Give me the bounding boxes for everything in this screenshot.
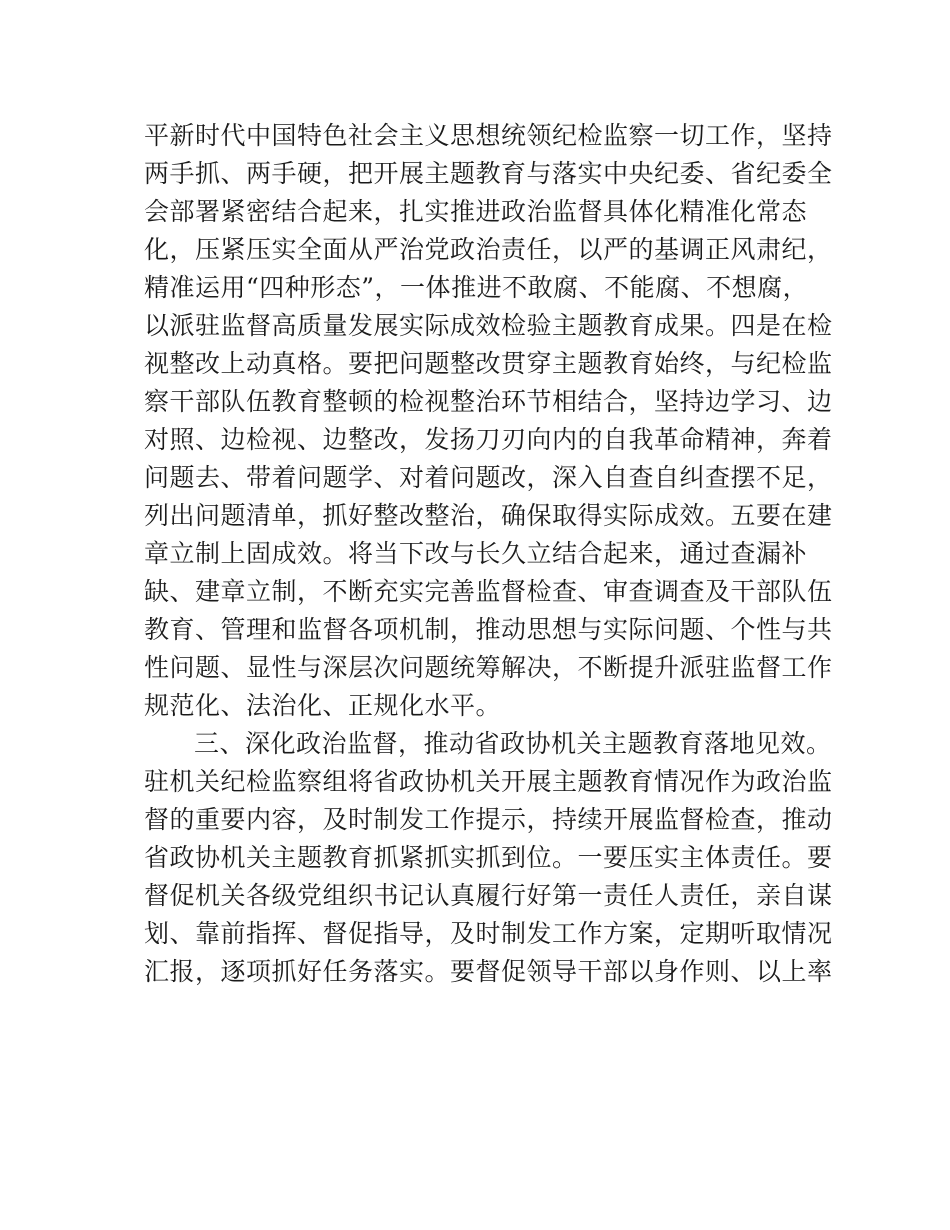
section-heading-line: 三、深化政治监督，推动省政协机关主题教育落地见效。 (194, 729, 832, 758)
text-line: 察干部队伍教育整顿的检视整治环节相结合，坚持边学习、边 (144, 387, 833, 416)
text-line: 以派驻监督高质量发展实际成效检验主题教育成果。四是在检 (144, 311, 833, 340)
text-line: 汇报，逐项抓好任务落实。要督促领导干部以身作则、以上率 (144, 957, 833, 986)
text-line: 划、靠前指挥、督促指导，及时制发工作方案，定期听取情况 (144, 919, 833, 948)
text-line: 缺、建章立制，不断充实完善监督检查、审查调查及干部队伍 (144, 577, 833, 606)
text-line: 督的重要内容，及时制发工作提示，持续开展监督检查，推动 (144, 805, 833, 834)
body-text (144, 117, 833, 991)
text-line: 精准运用“四种形态”，一体推进不敢腐、不能腐、不想腐， (144, 273, 809, 302)
text-line: 教育、管理和监督各项机制，推动思想与实际问题、个性与共 (144, 615, 833, 644)
text-line: 视整改上动真格。要把问题整改贯穿主题教育始终，与纪检监 (144, 349, 833, 378)
text-line: 会部署紧密结合起来，扎实推进政治监督具体化精准化常态 (144, 197, 808, 226)
text-line: 章立制上固成效。将当下改与长久立结合起来，通过查漏补 (144, 539, 808, 568)
text-line: 对照、边检视、边整改，发扬刀刃向内的自我革命精神，奔着 (144, 425, 833, 454)
text-line: 性问题、显性与深层次问题统筹解决，不断提升派驻监督工作 (144, 653, 833, 682)
text-line: 驻机关纪检监察组将省政协机关开展主题教育情况作为政治监 (144, 767, 833, 796)
text-line: 列出问题清单，抓好整改整治，确保取得实际成效。五要在建 (144, 501, 833, 530)
text-line: 督促机关各级党组织书记认真履行好第一责任人责任，亲自谋 (144, 881, 833, 910)
text-line: 问题去、带着问题学、对着问题改，深入自查自纠查摆不足， (144, 463, 833, 492)
text-line: 两手抓、两手硬，把开展主题教育与落实中央纪委、省纪委全 (144, 159, 833, 188)
text-line: 规范化、法治化、正规化水平。 (144, 691, 502, 720)
text-line: 省政协机关主题教育抓紧抓实抓到位。一要压实主体责任。要 (144, 843, 833, 872)
text-line: 平新时代中国特色社会主义思想统领纪检监察一切工作，坚持 (144, 121, 833, 150)
text-line: 化，压紧压实全面从严治党政治责任，以严的基调正风肃纪， (144, 235, 833, 264)
